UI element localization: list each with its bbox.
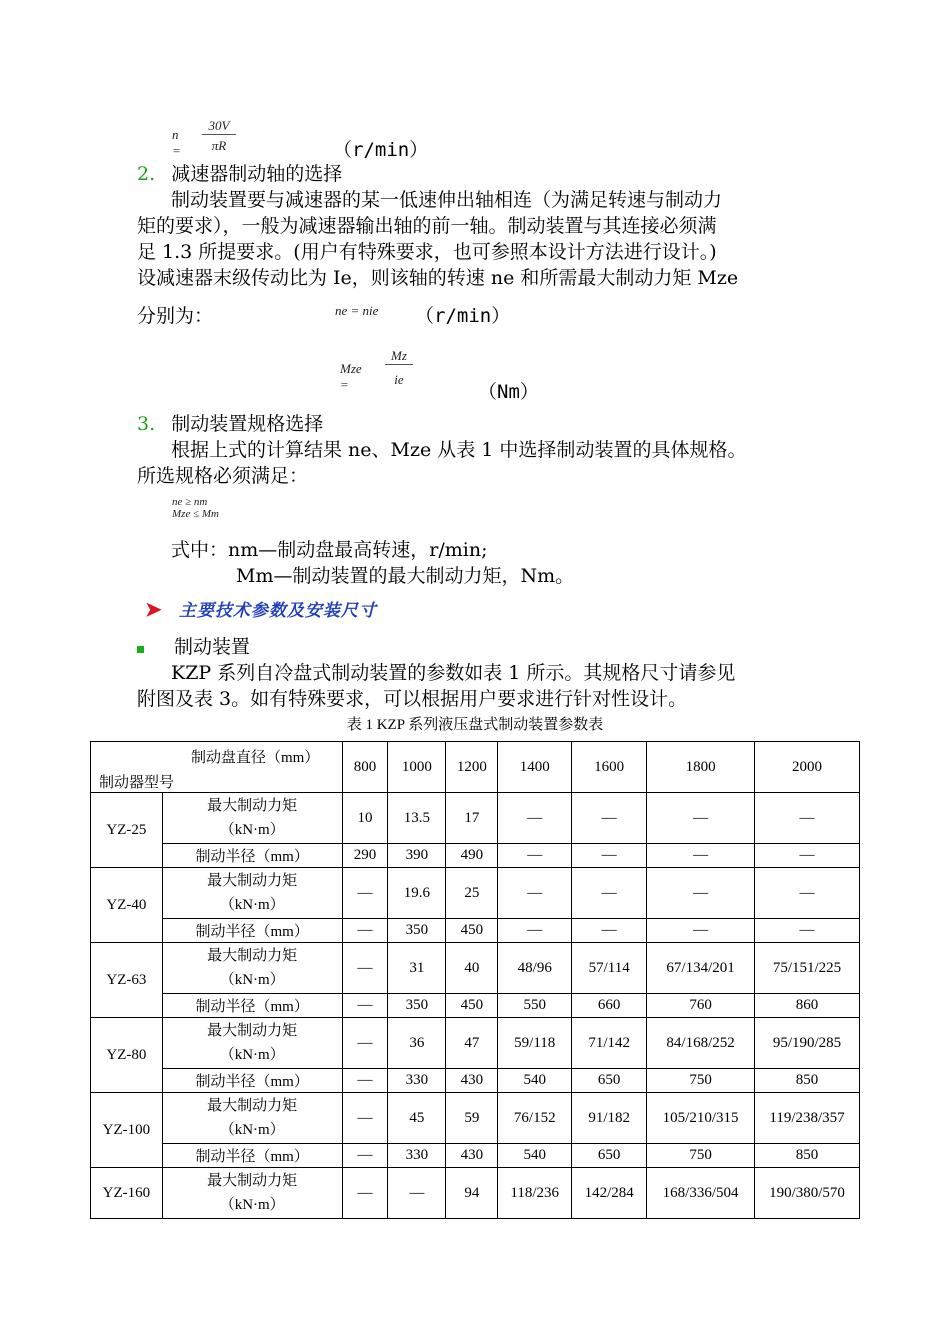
torque-value: 76/152: [498, 1093, 572, 1144]
brake-parameter-table: [90, 741, 860, 1219]
condition-system: [172, 496, 219, 520]
torque-value: 84/168/252: [647, 1018, 755, 1069]
torque-value: —: [342, 868, 388, 919]
torque-value: 13.5: [388, 793, 446, 844]
radius-value: 860: [755, 994, 860, 1018]
radius-value: —: [498, 844, 572, 868]
radius-value: 490: [446, 844, 498, 868]
heading-text: 主要技术参数及安装尺寸: [178, 601, 377, 621]
formula-ne: ne = nie: [335, 303, 379, 318]
paragraph-line: 所选规格必须满足：: [137, 465, 309, 487]
torque-label-cell: [162, 793, 342, 844]
radius-value: 330: [388, 1069, 446, 1093]
torque-value: 95/190/285: [755, 1018, 860, 1069]
torque-label: 最大制动力矩: [207, 798, 298, 814]
diameter-header: 1800: [647, 742, 755, 793]
torque-label-cell: [162, 1018, 342, 1069]
torque-value: 36: [388, 1018, 446, 1069]
header-diameter-label: 制动盘直径（mm）: [191, 750, 320, 766]
main-heading: [145, 596, 377, 621]
torque-value: —: [342, 1168, 388, 1219]
diameter-header: 2000: [755, 742, 860, 793]
torque-value: 25: [446, 868, 498, 919]
torque-value: 45: [388, 1093, 446, 1144]
table-caption: 表 1 KZP 系列液压盘式制动装置参数表: [346, 717, 604, 733]
torque-label-cell: [162, 943, 342, 994]
radius-value: 540: [498, 1069, 572, 1093]
formula-lhs: Mze =: [340, 361, 362, 392]
radius-label: 制动半径（mm）: [162, 844, 342, 868]
radius-value: 350: [388, 919, 446, 943]
torque-row: [91, 1018, 860, 1069]
torque-value: —: [498, 868, 572, 919]
radius-value: 750: [647, 1144, 755, 1168]
model-cell: YZ-25: [91, 793, 163, 868]
torque-value: 59/118: [498, 1018, 572, 1069]
section-title: 减速器制动轴的选择: [171, 163, 343, 185]
radius-value: 540: [498, 1144, 572, 1168]
formula-denominator: ie: [394, 372, 404, 387]
radius-label: 制动半径（mm）: [162, 1144, 342, 1168]
diameter-header: 1600: [572, 742, 647, 793]
torque-value: 17: [446, 793, 498, 844]
torque-row: [91, 943, 860, 994]
torque-value: —: [647, 793, 755, 844]
torque-label: 最大制动力矩: [207, 1098, 298, 1114]
torque-unit: （kN·m）: [219, 1197, 285, 1213]
radius-row: [91, 844, 860, 868]
where-line: 式中：nm—制动盘最高转速，r/min;: [171, 539, 488, 561]
torque-value: —: [755, 868, 860, 919]
torque-value: 19.6: [388, 868, 446, 919]
radius-value: 390: [388, 844, 446, 868]
torque-value: 40: [446, 943, 498, 994]
torque-value: —: [572, 793, 647, 844]
radius-label: 制动半径（mm）: [162, 994, 342, 1018]
torque-value: 47: [446, 1018, 498, 1069]
torque-value: 142/284: [572, 1168, 647, 1219]
torque-label: 最大制动力矩: [207, 948, 298, 964]
diameter-header: 800: [342, 742, 388, 793]
radius-value: 430: [446, 1144, 498, 1168]
formula-numerator: 30V: [202, 118, 236, 135]
radius-row: [91, 1069, 860, 1093]
subsection-title: 制动装置: [174, 636, 251, 658]
torque-value: 48/96: [498, 943, 572, 994]
torque-value: —: [388, 1168, 446, 1219]
radius-value: —: [342, 919, 388, 943]
model-cell: YZ-63: [91, 943, 163, 1018]
torque-value: 75/151/225: [755, 943, 860, 994]
radius-row: [91, 1144, 860, 1168]
section-3-heading: [137, 411, 323, 437]
unit-nm: （Nm）: [478, 381, 539, 403]
torque-value: 59: [446, 1093, 498, 1144]
subsection-heading: [137, 634, 250, 660]
diameter-header: 1400: [498, 742, 572, 793]
torque-value: 31: [388, 943, 446, 994]
section-number: 2.: [137, 163, 156, 185]
bullet-icon: [137, 646, 144, 653]
table-header-row: [91, 742, 860, 793]
torque-value: 10: [342, 793, 388, 844]
radius-value: 550: [498, 994, 572, 1018]
unit-rpm: （r/min）: [333, 139, 429, 161]
torque-label-cell: [162, 868, 342, 919]
torque-label: 最大制动力矩: [207, 1173, 298, 1189]
torque-row: [91, 1168, 860, 1219]
torque-value: 190/380/570: [755, 1168, 860, 1219]
radius-value: —: [647, 844, 755, 868]
radius-value: 290: [342, 844, 388, 868]
radius-value: —: [755, 844, 860, 868]
radius-value: 650: [572, 1144, 647, 1168]
condition-line: Mze ≤ Mm: [172, 508, 219, 520]
torque-label: 最大制动力矩: [207, 1023, 298, 1039]
radius-value: 750: [647, 1069, 755, 1093]
paragraph-line: KZP 系列自冷盘式制动装置的参数如表 1 所示。其规格尺寸请参见: [171, 662, 736, 684]
torque-unit: （kN·m）: [219, 1047, 285, 1063]
torque-value: 94: [446, 1168, 498, 1219]
torque-label: 最大制动力矩: [207, 873, 298, 889]
model-cell: YZ-80: [91, 1018, 163, 1093]
paragraph-line: 附图及表 3。如有特殊要求，可以根据用户要求进行针对性设计。: [137, 688, 688, 710]
arrow-icon: ➤: [145, 597, 162, 621]
torque-value: 168/336/504: [647, 1168, 755, 1219]
radius-value: 350: [388, 994, 446, 1018]
radius-value: —: [342, 1069, 388, 1093]
torque-value: —: [498, 793, 572, 844]
torque-unit: （kN·m）: [219, 822, 285, 838]
model-cell: YZ-100: [91, 1093, 163, 1168]
radius-value: —: [342, 1144, 388, 1168]
radius-value: 650: [572, 1069, 647, 1093]
paragraph-line: 矩的要求），一般为减速器输出轴的前一轴。制动装置与其连接必须满: [137, 215, 717, 237]
radius-value: 450: [446, 919, 498, 943]
header-diagonal-cell: [91, 742, 343, 793]
radius-row: [91, 919, 860, 943]
torque-row: [91, 1093, 860, 1144]
torque-row: [91, 868, 860, 919]
section-title: 制动装置规格选择: [171, 413, 324, 435]
torque-value: —: [572, 868, 647, 919]
radius-value: 850: [755, 1069, 860, 1093]
torque-value: —: [342, 1018, 388, 1069]
radius-value: —: [572, 844, 647, 868]
paragraph-line: 足 1.3 所提要求。(用户有特殊要求，也可参照本设计方法进行设计。): [137, 241, 717, 263]
torque-label-cell: [162, 1093, 342, 1144]
radius-value: —: [572, 919, 647, 943]
diameter-header: 1200: [446, 742, 498, 793]
radius-value: —: [755, 919, 860, 943]
torque-unit: （kN·m）: [219, 897, 285, 913]
formula-lhs: n =: [172, 127, 181, 158]
radius-value: 760: [647, 994, 755, 1018]
torque-value: —: [755, 793, 860, 844]
torque-unit: （kN·m）: [219, 1122, 285, 1138]
torque-value: 105/210/315: [647, 1093, 755, 1144]
paragraph-line: 设减速器末级传动比为 Ie，则该轴的转速 ne 和所需最大制动力矩 Mze: [137, 267, 739, 289]
radius-row: [91, 994, 860, 1018]
diameter-header: 1000: [388, 742, 446, 793]
radius-value: 660: [572, 994, 647, 1018]
torque-value: 118/236: [498, 1168, 572, 1219]
where-line: Mm—制动装置的最大制动力矩，Nm。: [236, 565, 575, 587]
radius-value: 850: [755, 1144, 860, 1168]
section-number: 3.: [137, 413, 156, 435]
torque-value: 71/142: [572, 1018, 647, 1069]
formula-numerator: Mz: [385, 348, 413, 365]
torque-unit: （kN·m）: [219, 972, 285, 988]
header-model-label: 制动器型号: [99, 775, 175, 791]
torque-value: 91/182: [572, 1093, 647, 1144]
section-2-heading: [137, 161, 342, 187]
paragraph-lead: 分别为：: [137, 305, 214, 327]
torque-value: 57/114: [572, 943, 647, 994]
radius-value: 450: [446, 994, 498, 1018]
model-cell: YZ-160: [91, 1168, 163, 1219]
torque-value: 119/238/357: [755, 1093, 860, 1144]
radius-value: 330: [388, 1144, 446, 1168]
radius-label: 制动半径（mm）: [162, 1069, 342, 1093]
torque-value: 67/134/201: [647, 943, 755, 994]
paragraph-line: 制动装置要与减速器的某一低速伸出轴相连（为满足转速与制动力: [171, 189, 723, 211]
condition-line: ne ≥ nm: [172, 496, 208, 508]
unit-rpm: （r/min）: [415, 305, 511, 327]
torque-value: —: [647, 868, 755, 919]
torque-value: —: [342, 943, 388, 994]
model-cell: YZ-40: [91, 868, 163, 943]
radius-value: —: [647, 919, 755, 943]
radius-value: 430: [446, 1069, 498, 1093]
paragraph-line: 根据上式的计算结果 ne、Mze 从表 1 中选择制动装置的具体规格。: [171, 439, 747, 461]
radius-value: —: [342, 994, 388, 1018]
radius-value: —: [498, 919, 572, 943]
torque-label-cell: [162, 1168, 342, 1219]
formula-denominator: πR: [211, 138, 227, 153]
radius-label: 制动半径（mm）: [162, 919, 342, 943]
torque-value: —: [342, 1093, 388, 1144]
torque-row: [91, 793, 860, 844]
